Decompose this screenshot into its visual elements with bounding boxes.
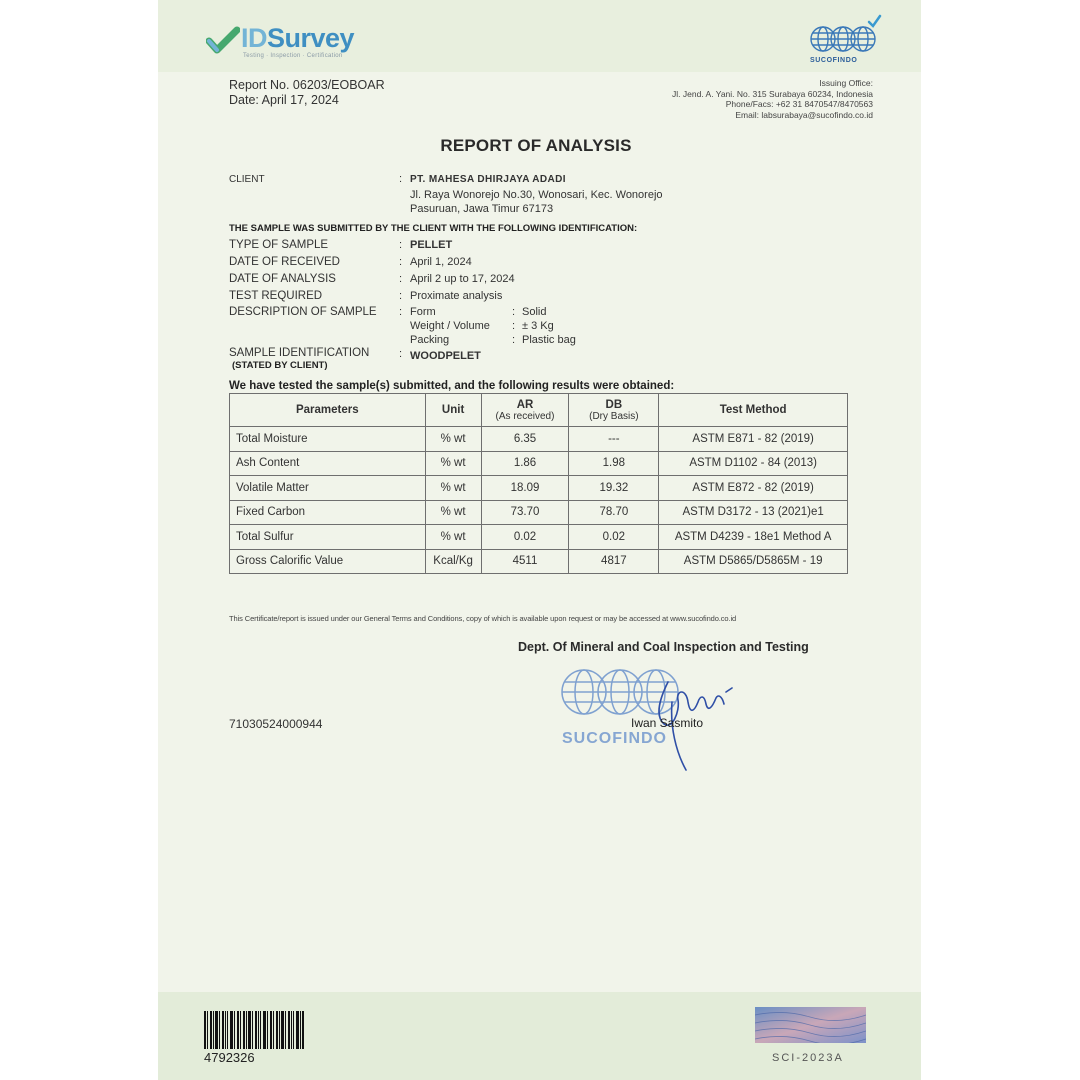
cell-db: 4817 xyxy=(569,549,659,574)
ident-value: WOODPELET xyxy=(410,350,481,362)
report-title: REPORT OF ANALYSIS xyxy=(440,136,632,155)
report-date: Date: April 17, 2024 xyxy=(229,93,339,107)
office-label: Issuing Office: xyxy=(819,78,873,88)
table-header-row xyxy=(230,394,848,427)
ident-sub: (STATED BY CLIENT) xyxy=(232,360,328,371)
cell-parameter: Ash Content xyxy=(230,451,426,476)
test-colon: : xyxy=(399,290,403,302)
cell-ar: 73.70 xyxy=(481,500,569,525)
results-table xyxy=(229,393,848,574)
header-parameters: Parameters xyxy=(230,394,426,427)
form-colon: : xyxy=(512,306,516,318)
report-number: Report No. 06203/EOBOAR xyxy=(229,78,385,92)
sucofindo-globe-icon xyxy=(807,12,883,60)
received-value: April 1, 2024 xyxy=(410,256,472,268)
cell-ar: 18.09 xyxy=(481,476,569,501)
packing-value: Plastic bag xyxy=(522,334,576,346)
signer-name: Iwan Sasmito xyxy=(631,716,704,730)
cell-unit: % wt xyxy=(425,500,481,525)
type-label: TYPE OF SAMPLE xyxy=(229,239,329,251)
cell-db: --- xyxy=(569,427,659,452)
client-label: CLIENT xyxy=(229,174,265,185)
table-row xyxy=(230,476,848,501)
analysis-value: April 2 up to 17, 2024 xyxy=(410,273,515,285)
results-intro: We have tested the sample(s) submitted, and the following results were obtained: xyxy=(229,380,675,392)
idsurvey-check-icon xyxy=(206,26,240,56)
cell-method: ASTM E872 - 82 (2019) xyxy=(659,476,848,501)
table-row xyxy=(230,427,848,452)
cell-ar: 6.35 xyxy=(481,427,569,452)
sample-heading: THE SAMPLE WAS SUBMITTED BY THE CLIENT WITH THE FOLLOWING IDENTIFICATION: xyxy=(229,223,638,234)
client-address-1: Jl. Raya Wonorejo No.30, Wonosari, Kec. Wonorejo xyxy=(410,189,663,201)
issuing-office xyxy=(672,78,873,120)
client-colon: : xyxy=(399,173,403,185)
barcode-number: 4792326 xyxy=(204,1050,255,1065)
desc-label: DESCRIPTION OF SAMPLE xyxy=(229,306,377,318)
received-colon: : xyxy=(399,256,403,268)
header-db-sub: (Dry Basis) xyxy=(589,410,639,422)
received-label: DATE OF RECEIVED xyxy=(229,256,340,268)
header-ar xyxy=(481,394,569,427)
header-method: Test Method xyxy=(659,394,848,427)
cell-db: 78.70 xyxy=(569,500,659,525)
cell-unit: % wt xyxy=(425,427,481,452)
cell-unit: % wt xyxy=(425,525,481,550)
header-db xyxy=(569,394,659,427)
security-code: SCI-2023A xyxy=(772,1052,844,1064)
svg-text:SUCOFINDO: SUCOFINDO xyxy=(562,730,667,747)
form-value: Solid xyxy=(522,306,547,318)
cell-unit: % wt xyxy=(425,476,481,501)
barcode-icon xyxy=(204,1011,304,1049)
cell-ar: 1.86 xyxy=(481,451,569,476)
client-name: PT. MAHESA DHIRJAYA ADADI xyxy=(410,174,566,185)
analysis-colon: : xyxy=(399,273,403,285)
logo-survey: Survey xyxy=(267,23,355,53)
sucofindo-label: SUCOFINDO xyxy=(810,57,858,64)
client-address-2: Pasuruan, Jawa Timur 67173 xyxy=(410,203,554,215)
cell-parameter: Gross Calorific Value xyxy=(230,549,426,574)
header-unit: Unit xyxy=(425,394,481,427)
test-value: Proximate analysis xyxy=(410,290,503,302)
cell-unit: % wt xyxy=(425,451,481,476)
weight-label: Weight / Volume xyxy=(410,320,490,332)
cell-method: ASTM D1102 - 84 (2013) xyxy=(659,451,848,476)
cell-db: 0.02 xyxy=(569,525,659,550)
ident-colon: : xyxy=(399,348,403,360)
cell-db: 1.98 xyxy=(569,451,659,476)
idsurvey-tagline: Testing · Inspection · Certification xyxy=(243,53,343,59)
certificate-number: 71030524000944 xyxy=(229,717,323,731)
desc-colon: : xyxy=(399,306,403,318)
cell-parameter: Total Moisture xyxy=(230,427,426,452)
disclaimer: This Certificate/report is issued under our General Terms and Conditions, copy of which is available upon request or may be accessed at www.sucofindo.co.id xyxy=(229,614,737,623)
analysis-label: DATE OF ANALYSIS xyxy=(229,273,336,285)
packing-colon: : xyxy=(512,334,516,346)
table-row xyxy=(230,549,848,574)
logo-id: ID xyxy=(241,23,267,53)
idsurvey-logo xyxy=(241,23,354,54)
table-row xyxy=(230,451,848,476)
type-colon: : xyxy=(399,239,403,251)
cell-ar: 4511 xyxy=(481,549,569,574)
packing-label: Packing xyxy=(410,334,450,346)
cell-method: ASTM D5865/D5865M - 19 xyxy=(659,549,848,574)
cell-method: ASTM E871 - 82 (2019) xyxy=(659,427,848,452)
test-label: TEST REQUIRED xyxy=(229,290,323,302)
weight-value: ± 3 Kg xyxy=(522,320,554,332)
form-label: Form xyxy=(410,306,436,318)
office-phone: Phone/Facs: +62 31 8470547/8470563 xyxy=(725,99,873,109)
cell-unit: Kcal/Kg xyxy=(425,549,481,574)
type-value: PELLET xyxy=(410,239,453,251)
cell-db: 19.32 xyxy=(569,476,659,501)
report-header xyxy=(229,78,385,108)
cell-ar: 0.02 xyxy=(481,525,569,550)
header-ar-label: AR xyxy=(516,398,534,411)
security-hologram-icon xyxy=(755,1007,866,1043)
cell-parameter: Total Sulfur xyxy=(230,525,426,550)
header-ar-sub: (As received) xyxy=(495,410,555,422)
table-row xyxy=(230,525,848,550)
weight-colon: : xyxy=(512,320,516,332)
ident-label: SAMPLE IDENTIFICATION xyxy=(229,347,370,359)
department-name: Dept. Of Mineral and Coal Inspection and Testing xyxy=(518,640,809,654)
table-row xyxy=(230,500,848,525)
office-email: Email: labsurabaya@sucofindo.co.id xyxy=(735,109,873,120)
cell-method: ASTM D3172 - 13 (2021)e1 xyxy=(659,500,848,525)
header-db-label: DB xyxy=(605,398,623,411)
cell-method: ASTM D4239 - 18e1 Method A xyxy=(659,525,848,550)
cell-parameter: Volatile Matter xyxy=(230,476,426,501)
cell-parameter: Fixed Carbon xyxy=(230,500,426,525)
office-address: Jl. Jend. A. Yani. No. 315 Surabaya 60234, Indonesia xyxy=(672,88,873,99)
